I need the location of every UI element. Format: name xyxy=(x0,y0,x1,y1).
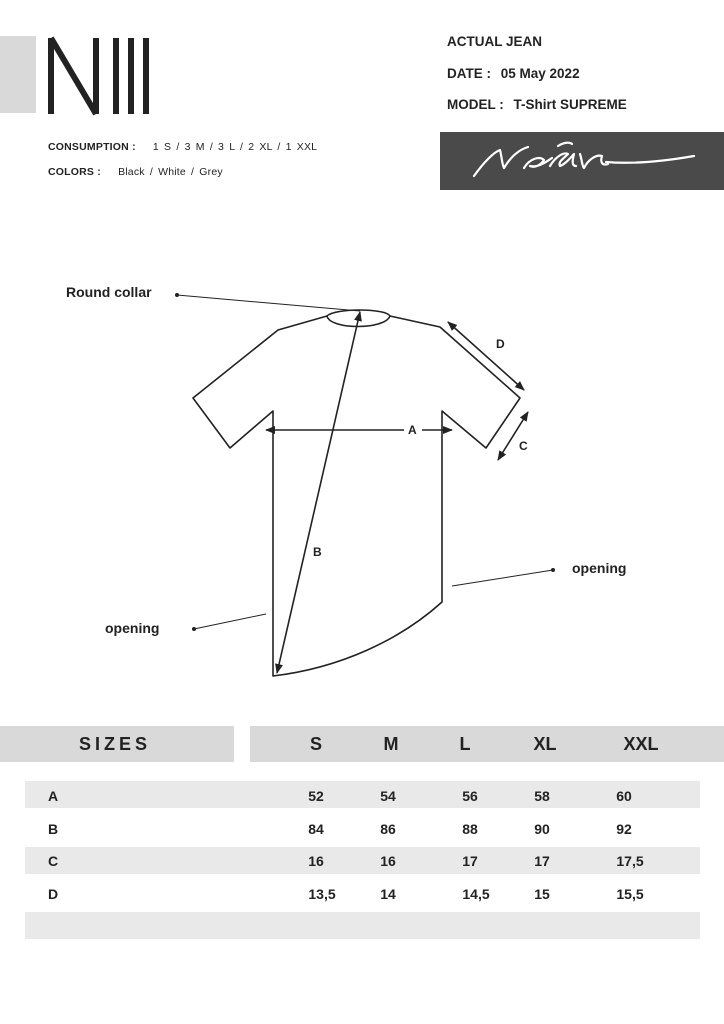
date-value: 05 May 2022 xyxy=(500,66,580,81)
signature-box xyxy=(440,132,724,190)
table-cell: 15 xyxy=(534,886,550,902)
signature-logo xyxy=(440,132,724,190)
table-row-label: A xyxy=(48,788,59,804)
model-row xyxy=(447,97,627,112)
consumption-row xyxy=(48,141,317,153)
colors-value: Black / White / Grey xyxy=(118,166,223,178)
size-header-l: L xyxy=(459,734,471,754)
opening-right-leader xyxy=(452,570,553,586)
dimension-b-line xyxy=(277,312,360,673)
table-cell: 88 xyxy=(462,821,478,837)
table-cell: 16 xyxy=(380,853,396,869)
brand-logo xyxy=(46,34,156,116)
sizes-title: SIZES xyxy=(79,734,152,754)
table-row-label: D xyxy=(48,886,59,902)
table-cell: 84 xyxy=(308,821,324,837)
table-cell: 60 xyxy=(616,788,632,804)
colors-label: COLORS : xyxy=(48,166,101,178)
size-header-xxl: XXL xyxy=(623,734,659,754)
table-cell: 13,5 xyxy=(308,886,336,902)
opening-left-callout-dot xyxy=(192,627,196,631)
table-cell: 14,5 xyxy=(462,886,490,902)
dimension-b-label: B xyxy=(313,545,322,559)
table-cell: 54 xyxy=(380,788,396,804)
date-label: DATE : xyxy=(447,66,491,81)
logo-accent-bar xyxy=(0,36,36,113)
dimension-c-label: C xyxy=(519,439,528,453)
consumption-value: 1 S / 3 M / 3 L / 2 XL / 1 XXL xyxy=(152,141,318,153)
company-name: ACTUAL JEAN xyxy=(447,34,543,49)
table-cell: 92 xyxy=(616,821,632,837)
opening-left-callout-label: opening xyxy=(105,620,160,636)
colors-row xyxy=(48,166,223,178)
dimension-d-line xyxy=(448,322,524,390)
size-header-m: M xyxy=(383,734,399,754)
opening-left-leader xyxy=(194,614,266,629)
tshirt-outline xyxy=(193,316,520,676)
table-row-stripe xyxy=(25,912,700,939)
opening-right-callout-label: opening xyxy=(572,560,627,576)
table-cell: 17 xyxy=(534,853,550,869)
table-cell: 56 xyxy=(462,788,478,804)
collar-callout-label: Round collar xyxy=(66,284,152,300)
table-row-label: B xyxy=(48,821,59,837)
table-cell: 14 xyxy=(380,886,396,902)
model-label: MODEL : xyxy=(447,97,504,112)
table-cell: 17,5 xyxy=(616,853,644,869)
collar-callout-dot xyxy=(175,293,179,297)
dimension-d-label: D xyxy=(496,337,505,351)
table-cell: 15,5 xyxy=(616,886,644,902)
model-value: T-Shirt SUPREME xyxy=(513,97,627,112)
date-row xyxy=(447,66,580,81)
dimension-a-label: A xyxy=(408,423,417,437)
size-header-s: S xyxy=(309,734,322,754)
consumption-label: CONSUMPTION : xyxy=(48,141,136,153)
table-cell: 16 xyxy=(308,853,324,869)
size-header-xl: XL xyxy=(533,734,557,754)
table-cell: 86 xyxy=(380,821,396,837)
table-row-label: C xyxy=(48,853,59,869)
table-cell: 52 xyxy=(308,788,324,804)
table-cell: 58 xyxy=(534,788,550,804)
opening-right-callout-dot xyxy=(551,568,555,572)
collar-leader xyxy=(177,295,360,311)
table-cell: 90 xyxy=(534,821,550,837)
table-cell: 17 xyxy=(462,853,478,869)
